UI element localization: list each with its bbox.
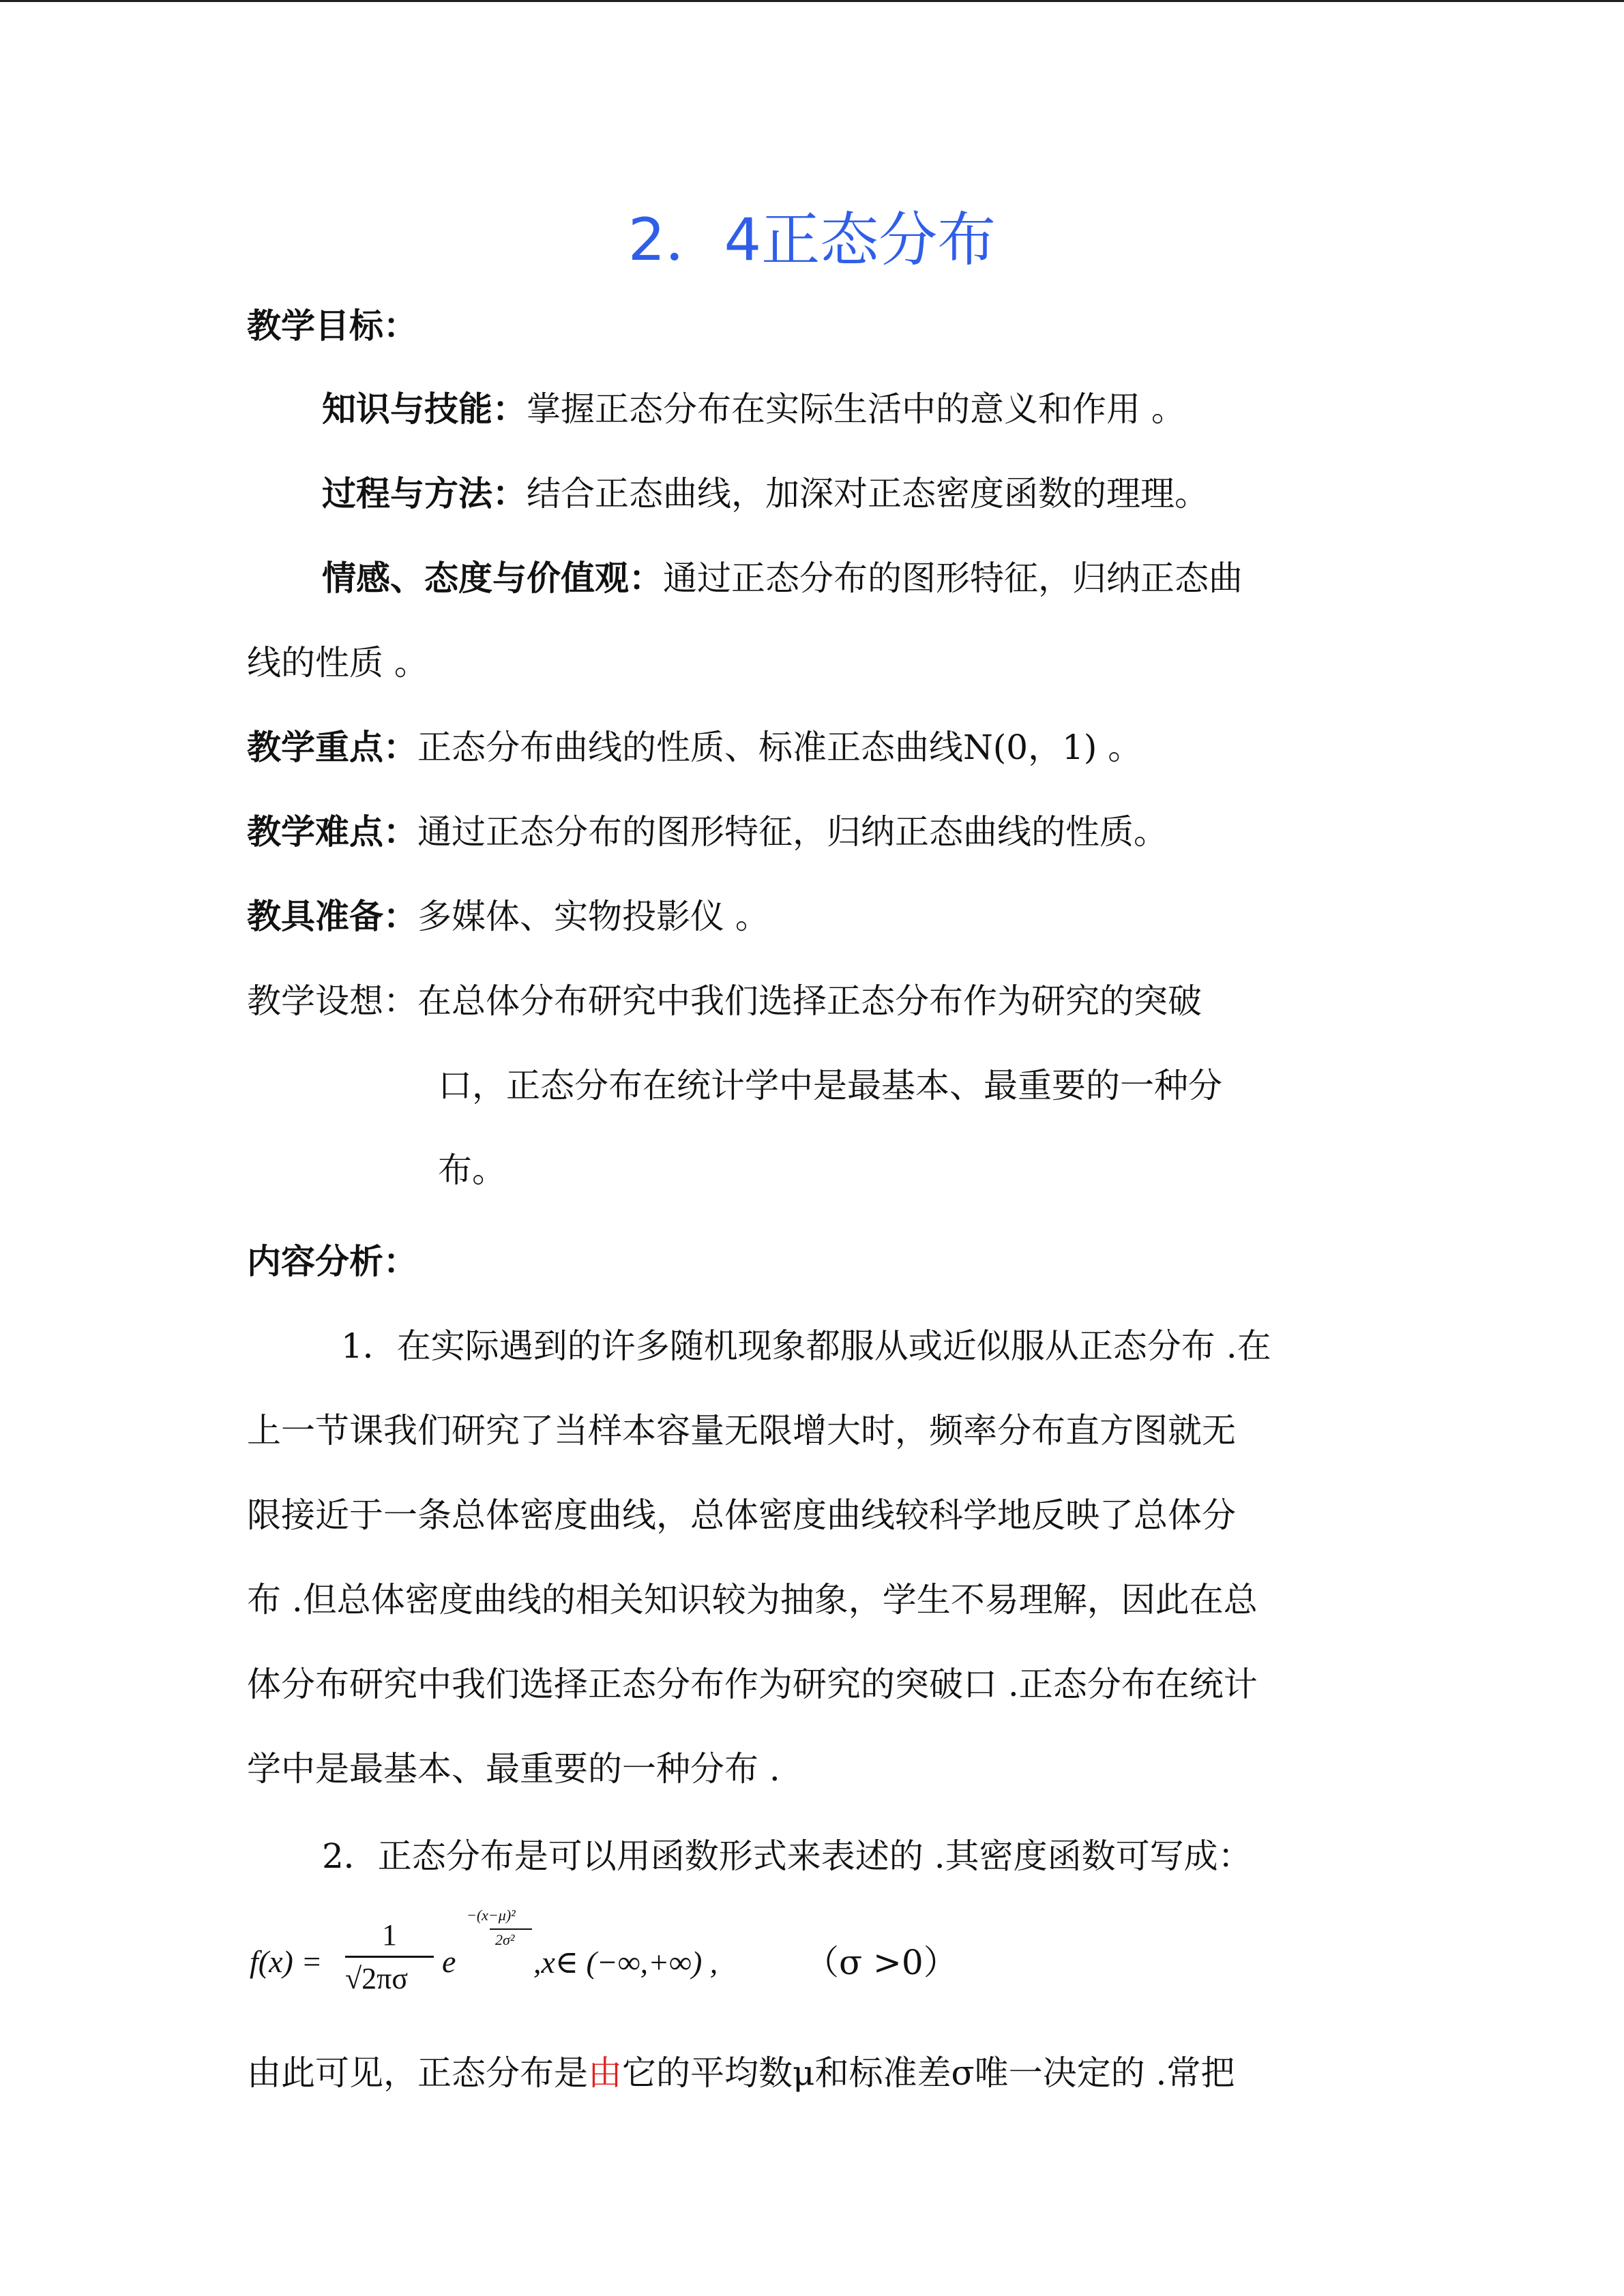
objective-emotion-cont: 线的性质 。 xyxy=(247,643,428,683)
analysis-p3 xyxy=(247,2053,1235,2093)
analysis-p1-line-3: 限接近于一条总体密度曲线，总体密度曲线较科学地反映了总体分 xyxy=(247,1495,1236,1535)
objective-knowledge-text: 掌握正态分布在实际生活中的意义和作用 。 xyxy=(527,389,1185,429)
analysis-p3-post: 它的平均数μ和标准差σ唯一决定的 .常把 xyxy=(622,2053,1235,2093)
analysis-p1-line-2: 上一节课我们研究了当样本容量无限增大时，频率分布直方图就无 xyxy=(247,1411,1236,1450)
difficulties-label: 教学难点： xyxy=(247,811,417,852)
key-points-label: 教学重点： xyxy=(247,727,417,767)
formula-exp-bar xyxy=(490,1928,532,1930)
formula-denominator: √2πσ xyxy=(345,1962,409,1995)
objective-process-label: 过程与方法： xyxy=(322,473,527,513)
design xyxy=(247,981,1202,1022)
difficulties-text: 通过正态分布的图形特征，归纳正态曲线的性质。 xyxy=(417,812,1168,852)
design-line-2: 口，正态分布在统计学中是最基本、最重要的一种分 xyxy=(438,1066,1222,1105)
analysis-p1-line-5: 体分布研究中我们选择正态分布作为研究的突破口 .正态分布在统计 xyxy=(247,1665,1258,1704)
formula-base: e xyxy=(442,1944,456,1979)
objective-emotion-label: 情感、态度与价值观： xyxy=(322,558,663,598)
difficulties xyxy=(247,811,1168,852)
tools-text: 多媒体、实物投影仪 。 xyxy=(417,897,769,936)
design-label: 教学设想： xyxy=(247,981,417,1021)
objective-knowledge xyxy=(322,389,1185,430)
objective-emotion-text: 通过正态分布的图形特征，归纳正态曲 xyxy=(663,558,1243,598)
analysis-p1-line-1: 1．在实际遇到的许多随机现象都服从或近似服从正态分布 .在 xyxy=(341,1326,1271,1366)
objective-process-text: 结合正态曲线，加深对正态密度函数的理理。 xyxy=(527,474,1209,513)
tools xyxy=(247,896,769,937)
formula-domain: ,x∈ (−∞,+∞) , xyxy=(533,1945,718,1980)
analysis-p1-line-6: 学中是最基本、最重要的一种分布 . xyxy=(247,1749,780,1789)
design-line-1: 在总体分布研究中我们选择正态分布作为研究的突破 xyxy=(417,981,1202,1021)
analysis-heading: 内容分析： xyxy=(247,1241,417,1281)
page-top-border xyxy=(0,0,1624,2)
key-points-text: 正态分布曲线的性质、标准正态曲线N(0，1) 。 xyxy=(417,728,1142,767)
formula-exp-denominator: 2σ² xyxy=(495,1931,515,1948)
objective-process xyxy=(322,473,1209,514)
density-formula xyxy=(250,1903,1000,2018)
objective-knowledge-label: 知识与技能： xyxy=(322,389,527,429)
objectives-heading: 教学目标： xyxy=(247,305,417,346)
formula-lhs: f(x) = xyxy=(250,1944,323,1979)
formula-exp-numerator: −(x−μ)² xyxy=(467,1907,516,1924)
objective-emotion xyxy=(322,558,1243,599)
key-points xyxy=(247,727,1142,768)
formula-numerator: 1 xyxy=(382,1918,397,1952)
analysis-p2: 2．正态分布是可以用函数形式来表述的 .其密度函数可写成： xyxy=(322,1836,1252,1876)
analysis-p3-red: 由 xyxy=(588,2053,622,2093)
formula-condition: （σ >0） xyxy=(805,1943,958,1982)
tools-label: 教具准备： xyxy=(247,896,417,936)
design-line-3: 布。 xyxy=(438,1150,506,1190)
formula-fraction-bar xyxy=(345,1956,434,1958)
analysis-p1-line-4: 布 .但总体密度曲线的相关知识较为抽象，学生不易理解，因此在总 xyxy=(247,1580,1258,1620)
page-title: 2．4正态分布 xyxy=(628,206,996,274)
analysis-p3-pre: 由此可见，正态分布是 xyxy=(247,2053,588,2093)
